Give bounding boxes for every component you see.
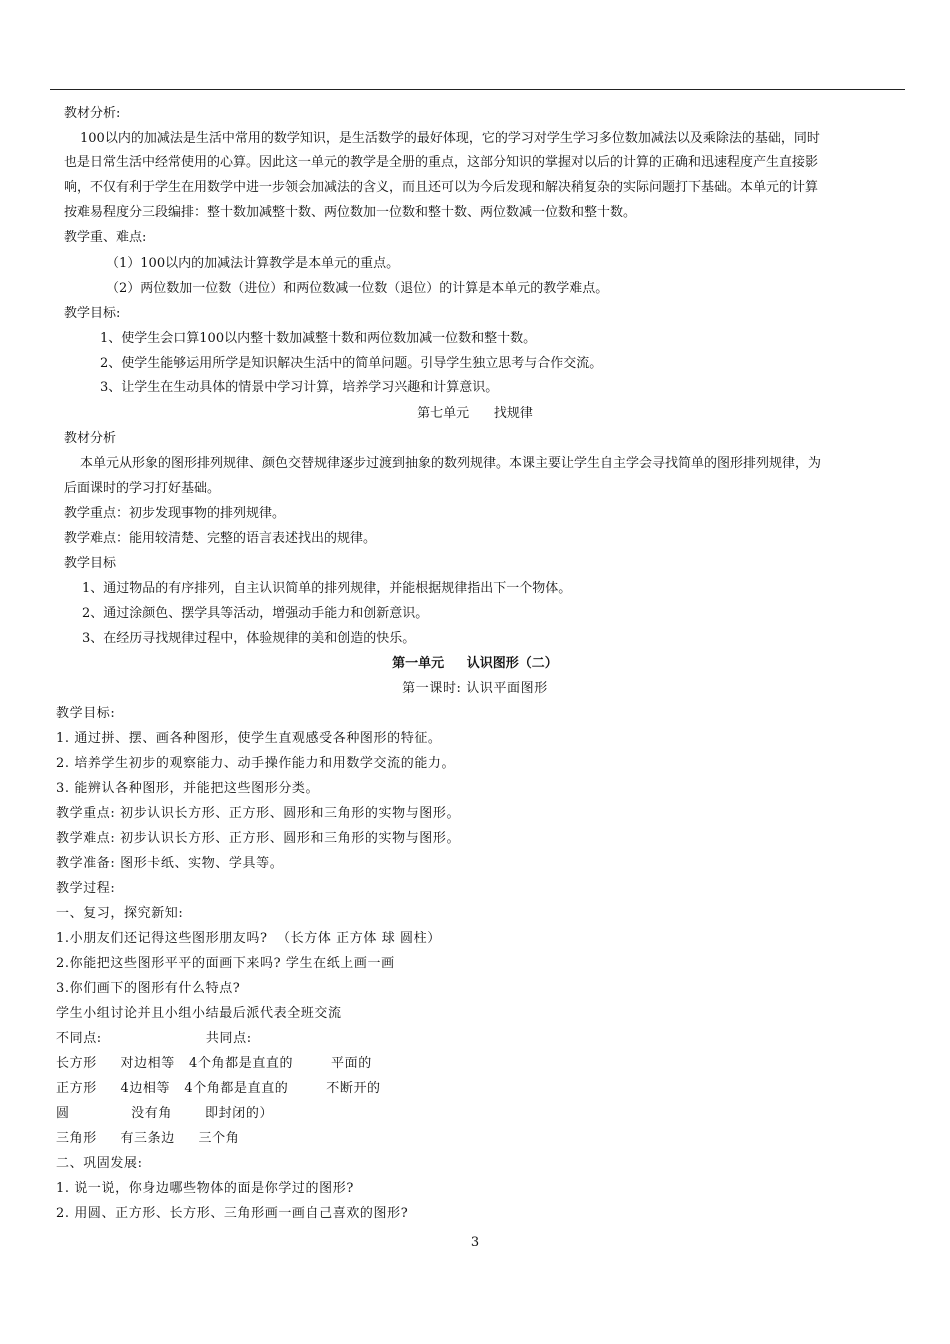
list-item: 3、让学生在生动具体的情景中学习计算，培养学习兴趣和计算意识。 <box>100 380 499 395</box>
list-item: 2. 培养学生初步的观察能力、动手操作能力和用数学交流的能力。 <box>56 756 456 771</box>
comparison-row: 长方形 对边相等 4个角都是直直的 平面的 <box>56 1056 372 1071</box>
list-item: （1）100以内的加减法计算教学是本单元的重点。 <box>106 256 400 271</box>
unit-seven-title: 第七单元 找规律 <box>417 406 533 421</box>
section-heading: 二、巩固发展: <box>56 1156 143 1171</box>
paragraph-line: 100以内的加减法是生活中常用的数学知识，是生活数学的最好体现，它的学习对学生学习多位数加减法以及乘除法的基础，同时 <box>80 131 820 146</box>
unit-one-title: 第一单元 认识图形（二） <box>392 656 558 671</box>
heading-material-analysis: 教材分析 <box>64 431 117 446</box>
comparison-header: 不同点: 共同点: <box>56 1031 252 1046</box>
heading-process: 教学过程: <box>56 881 116 896</box>
list-item: 1. 通过拼、摆、画各种图形，使学生直观感受各种图形的特征。 <box>56 731 442 746</box>
lesson-title: 第一课时: 认识平面图形 <box>402 681 548 696</box>
list-item: 2、使学生能够运用所学是知识解决生活中的简单问题。引导学生独立思考与合作交流。 <box>100 356 603 371</box>
list-item: 3.你们画下的图形有什么特点? <box>56 981 241 996</box>
list-item: （2）两位数加一位数（进位）和两位数减一位数（退位）的计算是本单元的教学难点。 <box>106 281 609 296</box>
heading-teaching-goals: 教学目标: <box>64 306 121 321</box>
list-item: 2、通过涂颜色、摆学具等活动，增强动手能力和创新意识。 <box>82 606 429 621</box>
preparation-line: 教学准备: 图形卡纸、实物、学具等。 <box>56 856 284 871</box>
paragraph-line: 后面课时的学习打好基础。 <box>64 481 221 496</box>
difficulty-line: 教学难点: 初步认识长方形、正方形、圆形和三角形的实物与图形。 <box>56 831 461 846</box>
key-point-line: 教学重点: 初步认识长方形、正方形、圆形和三角形的实物与图形。 <box>56 806 461 821</box>
comparison-row: 正方形 4边相等 4个角都是直直的 不断开的 <box>56 1081 381 1096</box>
paragraph-line: 也是日常生活中经常使用的心算。因此这一单元的教学是全册的重点，这部分知识的掌握对以后的计算的正确和迅速程度产生直接影 <box>64 155 819 170</box>
comparison-row: 三角形 有三条边 三个角 <box>56 1131 240 1146</box>
header-rule <box>50 89 905 90</box>
key-point-line: 教学重点：初步发现事物的排列规律。 <box>64 506 286 521</box>
difficulty-line: 教学难点：能用较清楚、完整的语言表述找出的规律。 <box>64 531 377 546</box>
heading-key-points: 教学重、难点: <box>64 230 147 245</box>
paragraph-line: 本单元从形象的图形排列规律、颜色交替规律逐步过渡到抽象的数列规律。本课主要让学生自主学会寻找简单的图形排列规律，为 <box>80 456 822 471</box>
list-item: 2.你能把这些图形平平的面画下来吗? 学生在纸上画一画 <box>56 956 395 971</box>
list-item: 2. 用圆、正方形、长方形、三角形画一画自己喜欢的图形? <box>56 1206 409 1221</box>
heading-material-analysis: 教材分析: <box>64 106 121 121</box>
heading-teaching-goals: 教学目标 <box>64 556 117 571</box>
comparison-row: 圆 没有角 即封闭的） <box>56 1106 274 1121</box>
paragraph-line: 响，不仅有利于学生在用数学中进一步领会加减法的含义，而且还可以为今后发现和解决稍复杂的实际问题打下基础。本单元的计算 <box>64 180 819 195</box>
list-item: 1. 说一说，你身边哪些物体的面是你学过的图形? <box>56 1181 354 1196</box>
list-item: 3、在经历寻找规律过程中，体验规律的美和创造的快乐。 <box>82 631 416 646</box>
list-item: 1、使学生会口算100以内整十数加减整十数和两位数加减一位数和整十数。 <box>100 331 537 346</box>
list-item: 3. 能辨认各种图形，并能把这些图形分类。 <box>56 781 320 796</box>
page-number: 3 <box>470 1235 480 1250</box>
section-heading: 一、复习，探究新知: <box>56 906 184 921</box>
paragraph-line: 学生小组讨论并且小组小结最后派代表全班交流 <box>56 1006 342 1021</box>
list-item: 1.小朋友们还记得这些图形朋友吗? （长方体 正方体 球 圆柱） <box>56 931 441 946</box>
heading-teaching-goals: 教学目标: <box>56 706 116 721</box>
paragraph-line: 按难易程度分三段编排：整十数加减整十数、两位数加一位数和整十数、两位数减一位数和整十数。 <box>64 205 637 220</box>
list-item: 1、通过物品的有序排列，自主认识简单的排列规律，并能根据规律指出下一个物体。 <box>82 581 572 596</box>
